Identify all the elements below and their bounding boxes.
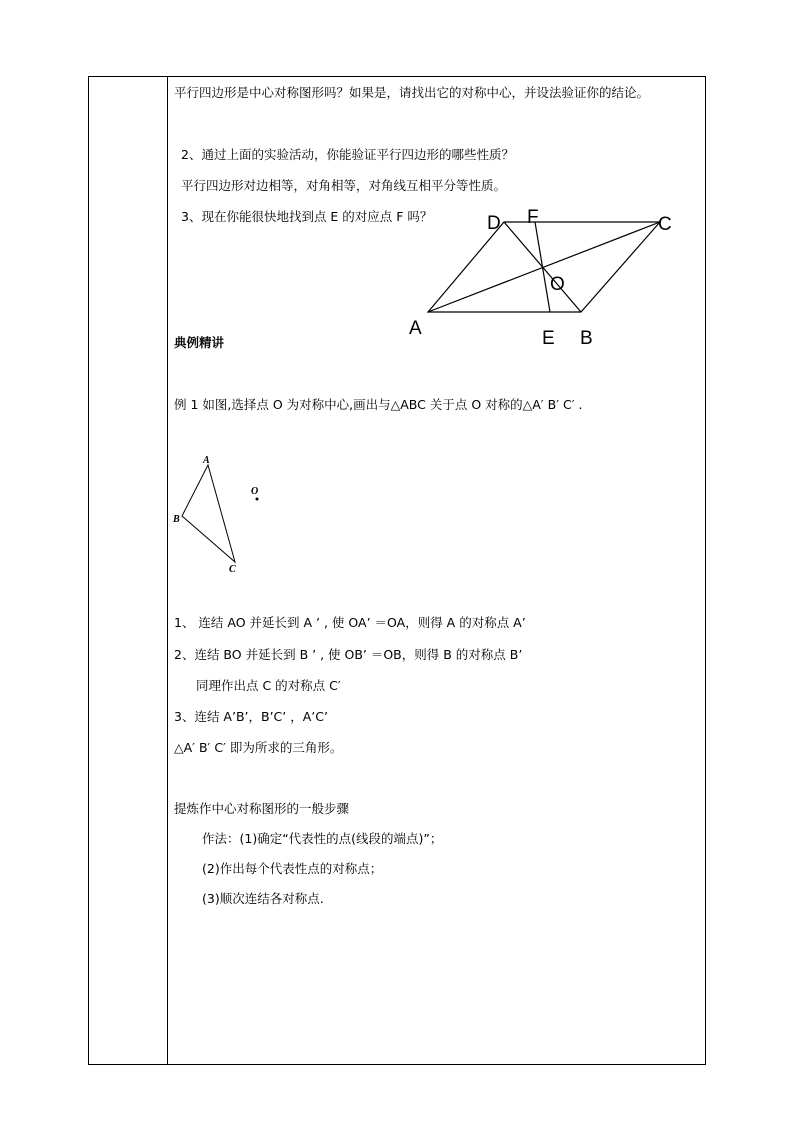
step-3: 3、连结 A’B’，B’C’ ，A’C’ [174, 709, 328, 724]
label-d: D [487, 213, 501, 234]
method-step-1: 作法：(1)确定“代表性的点(线段的端点)”； [202, 831, 443, 846]
label-b: B [580, 328, 593, 349]
conclusion: △A′ B′ C′ 即为所求的三角形。 [174, 740, 343, 755]
triangle-label-b: B [173, 514, 180, 525]
triangle-label-c: C [229, 564, 236, 575]
method-step-2: (2)作出每个代表性点的对称点； [202, 861, 383, 876]
label-f: F [527, 207, 539, 228]
step-2-continued: 同理作出点 C 的对称点 C′ [196, 678, 341, 693]
triangle-abc [182, 465, 235, 562]
question-2-answer: 平行四边形对边相等，对角相等，对角线互相平分等性质。 [181, 178, 507, 193]
question-2: 2、通过上面的实验活动，你能验证平行四边形的哪些性质？ [181, 147, 514, 162]
label-c: C [658, 214, 672, 235]
label-o: O [550, 274, 565, 295]
method-step-3: (3)顺次连结各对称点. [202, 891, 324, 906]
section-heading: 典例精讲 [174, 335, 225, 350]
triangle-label-a: A [203, 455, 210, 466]
question-text: 平行四边形是中心对称图形吗？如果是，请找出它的对称中心，并设法验证你的结论。 [174, 85, 650, 100]
summary-heading: 提炼作中心对称图形的一般步骤 [174, 801, 350, 816]
label-e: E [542, 328, 555, 349]
step-2: 2、连结 BO 并延长到 B ’ , 使 OB’ ＝OB，则得 B 的对称点 B’ [174, 647, 523, 662]
triangle-label-o: O [251, 486, 259, 497]
question-3: 3、现在你能很快地找到点 E 的对应点 F 吗？ [181, 209, 433, 224]
center-point-o [256, 498, 259, 501]
step-1: 1、 连结 AO 并延长到 A ’ , 使 OA’ ＝OA，则得 A 的对称点 A’ [174, 615, 526, 630]
label-a: A [409, 318, 422, 339]
example-1: 例 1 如图,选择点 O 为对称中心,画出与△ABC 关于点 O 对称的△A′ B′ C′ . [174, 397, 583, 412]
